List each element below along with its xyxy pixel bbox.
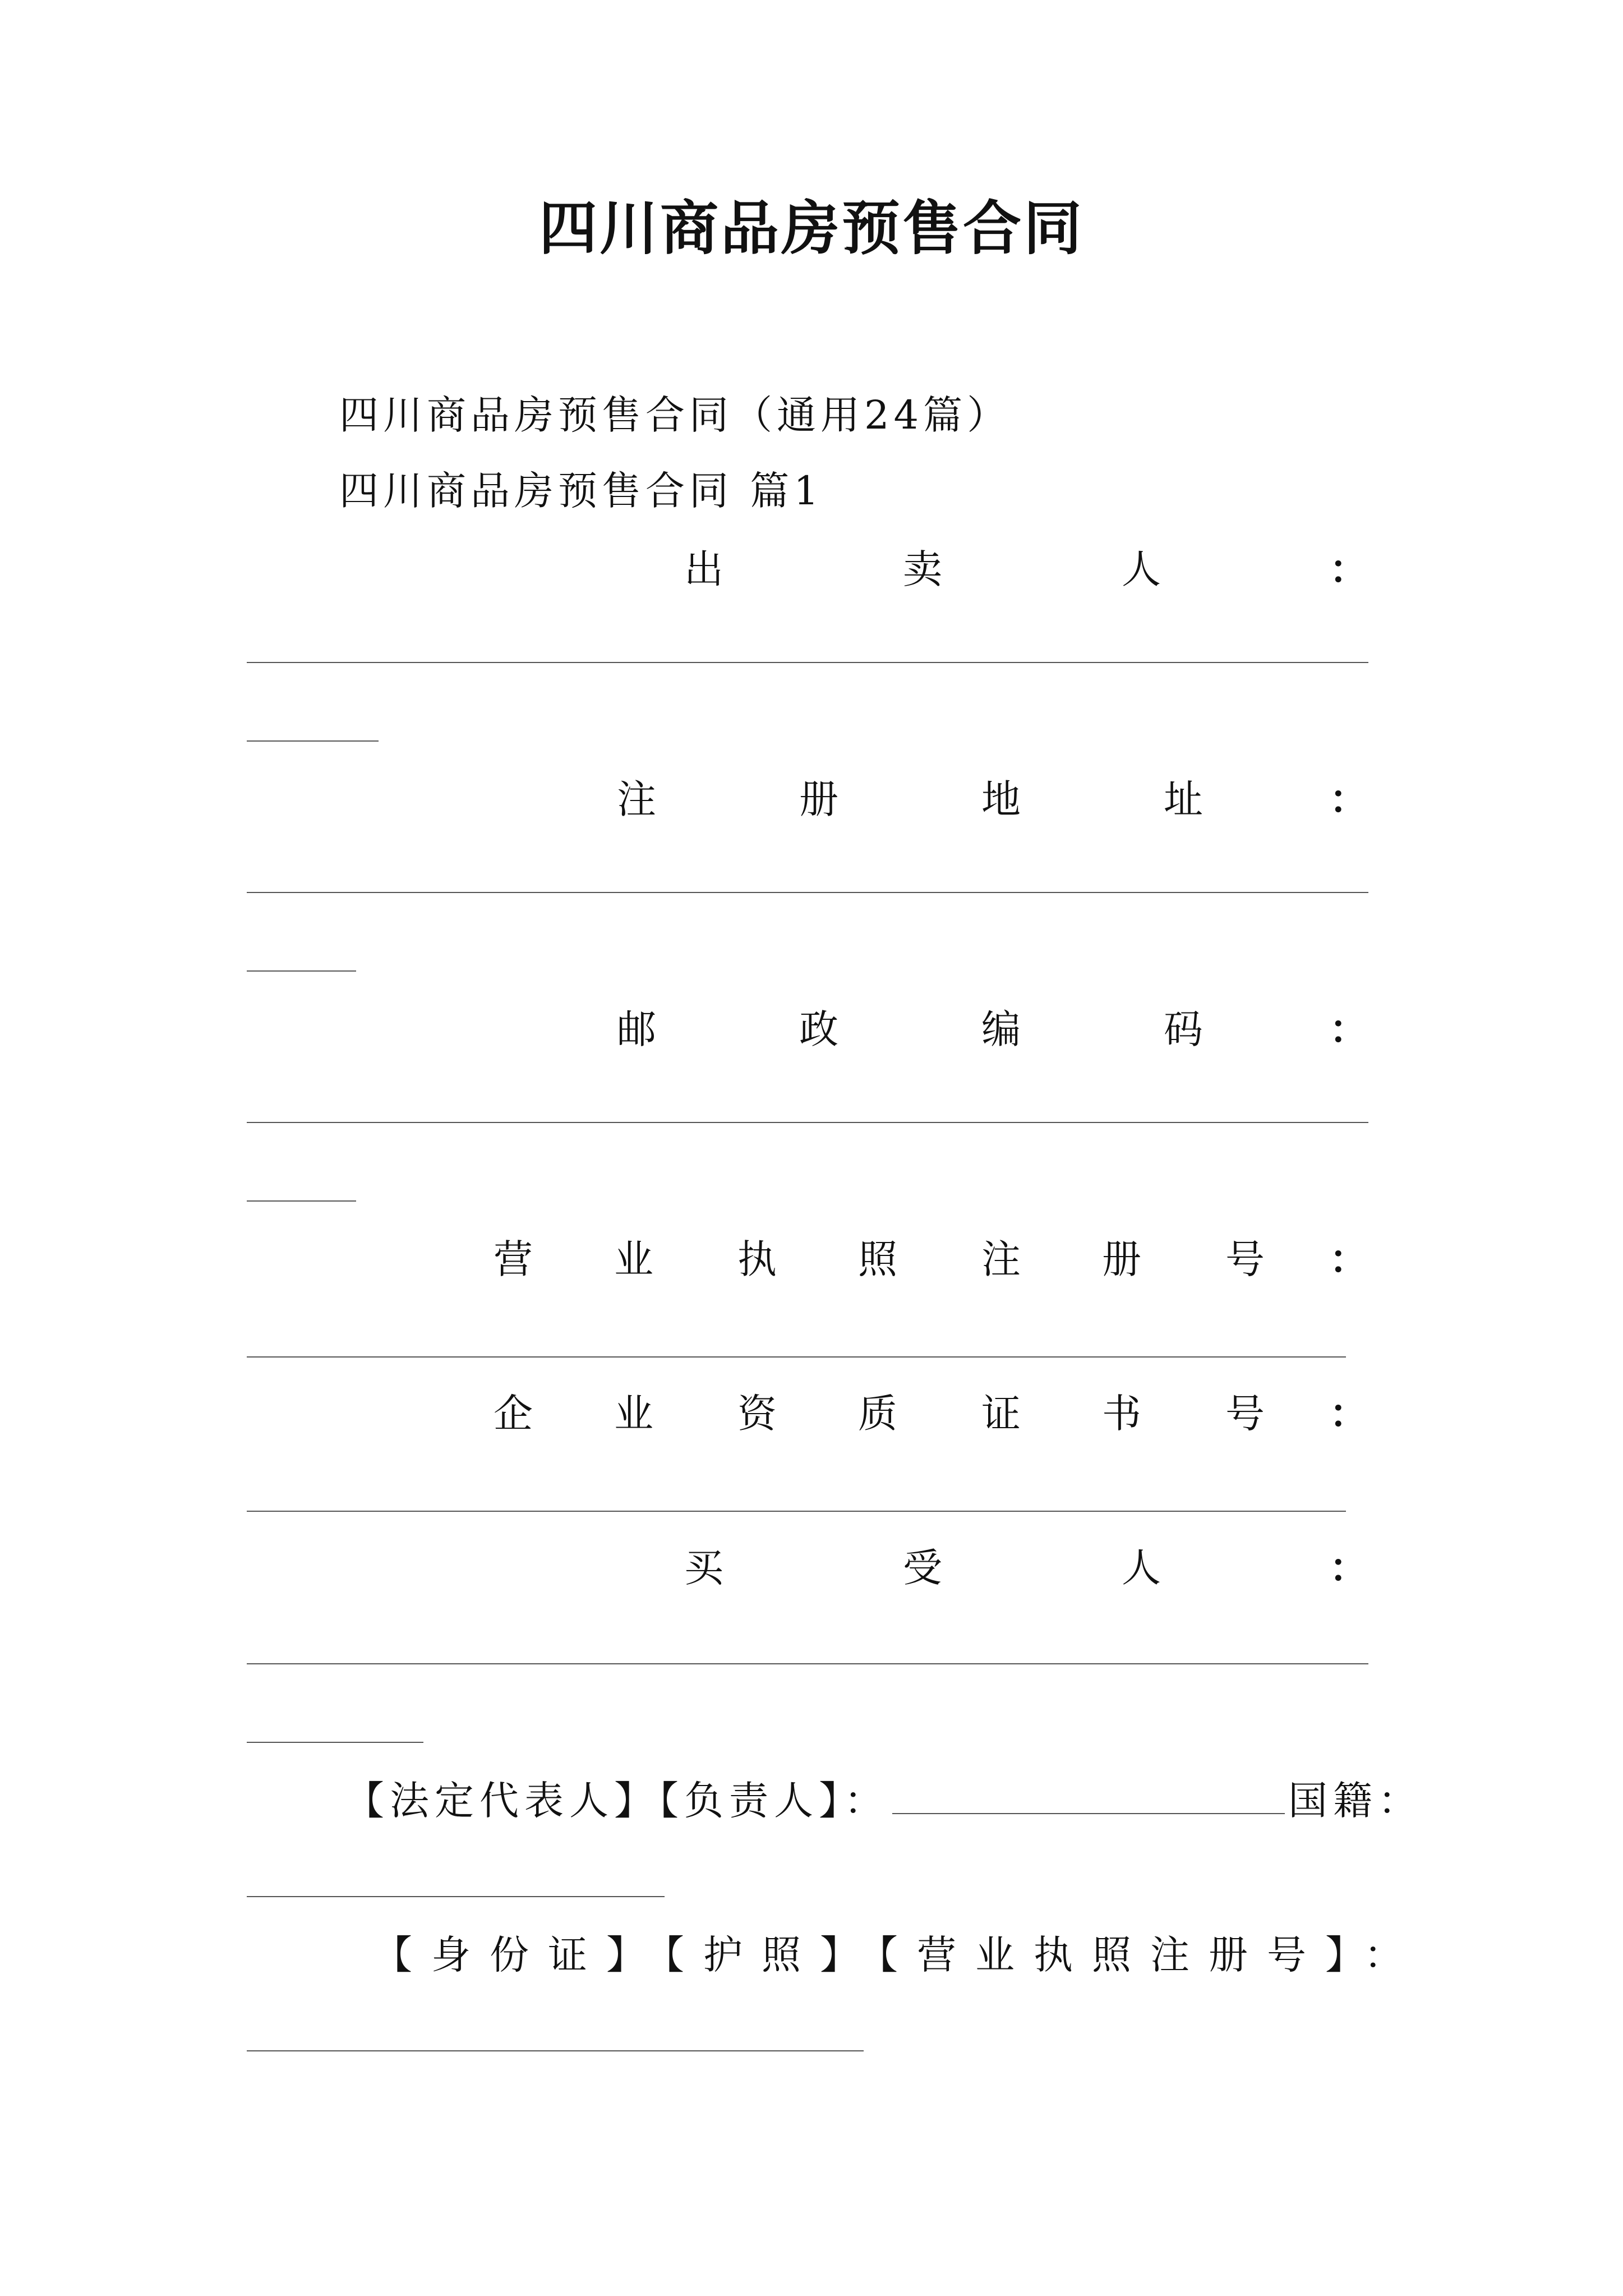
registered-address-label-row [247,774,1368,825]
seller-blank-line-continued[interactable] [247,740,379,742]
qualification-cert-label-row [247,1388,1368,1439]
qualification-cert-label-char: 业 [614,1391,653,1437]
buyer-label-row [247,1543,1368,1593]
qualification-cert-label-char: 企 [494,1391,533,1437]
buyer-label-char: 人 [1122,1545,1161,1591]
section-heading: 四川商品房预售合同 篇1 [339,468,823,514]
postal-code-blank-line[interactable] [247,1122,1368,1123]
buyer-blank-line-continued[interactable] [247,1742,423,1743]
buyer-colon: ： [1329,1544,1368,1591]
registered-address-blank-line-continued[interactable] [247,970,356,972]
postal-code-colon: ： [1329,1006,1368,1052]
legal-rep-blank[interactable] [892,1779,1285,1814]
business-license-label-row [247,1234,1368,1285]
nationality-blank-line[interactable] [247,1896,665,1897]
nationality-label: 国籍： [1288,1778,1423,1824]
business-license-label-char: 业 [614,1236,653,1282]
registered-address-label-char: 注 [617,776,656,822]
postal-code-label-char: 政 [799,1006,838,1052]
id-document-blank-line[interactable] [247,2050,864,2051]
buyer-label-char: 买 [684,1545,723,1591]
business-license-label-char: 注 [981,1236,1021,1282]
postal-code-blank-line-continued[interactable] [247,1200,356,1202]
qualification-cert-label-char: 资 [737,1391,777,1437]
buyer-label-char: 受 [903,1545,942,1591]
postal-code-label-char: 码 [1164,1006,1203,1052]
qualification-cert-label-char: 号 [1225,1391,1265,1437]
registered-address-label-char: 址 [1164,776,1203,822]
business-license-label-char: 号 [1225,1236,1265,1282]
legal-rep-row [345,1775,1423,1826]
buyer-blank-line[interactable] [247,1663,1368,1664]
qualification-cert-label-char: 证 [981,1391,1021,1437]
business-license-label-char: 册 [1102,1236,1141,1282]
seller-blank-line[interactable] [247,662,1368,663]
document-subtitle: 四川商品房预售合同（通用24篇） [339,392,1011,438]
business-license-label-char: 照 [858,1236,897,1282]
registered-address-label-char: 册 [799,776,838,822]
business-license-label-char: 营 [494,1236,533,1282]
seller-colon: ： [1329,546,1368,592]
qualification-cert-label-char: 质 [858,1391,897,1437]
registered-address-label-char: 地 [981,776,1021,822]
registered-address-blank-line[interactable] [247,892,1368,893]
id-document-label: 【身份证】【护照】【营业执照注册号】： [373,1932,1422,1978]
postal-code-label-row [247,1004,1368,1055]
document-title: 四川商品房预售合同 [538,194,1084,263]
postal-code-label-char: 邮 [617,1006,656,1052]
business-license-blank-line[interactable] [247,1356,1346,1358]
seller-label-row [247,544,1368,595]
qualification-cert-colon: ： [1329,1390,1368,1437]
id-document-row [373,1930,1422,1980]
postal-code-label-char: 编 [981,1006,1021,1052]
seller-label-char: 出 [684,546,723,592]
business-license-colon: ： [1329,1236,1368,1282]
seller-label-char: 人 [1122,546,1161,592]
seller-label-char: 卖 [903,546,942,592]
qualification-cert-label-char: 书 [1102,1391,1141,1437]
registered-address-colon: ： [1329,776,1368,822]
legal-rep-label: 【法定代表人】【负责人】： [345,1778,889,1824]
business-license-label-char: 执 [737,1236,777,1282]
qualification-cert-blank-line[interactable] [247,1511,1346,1512]
